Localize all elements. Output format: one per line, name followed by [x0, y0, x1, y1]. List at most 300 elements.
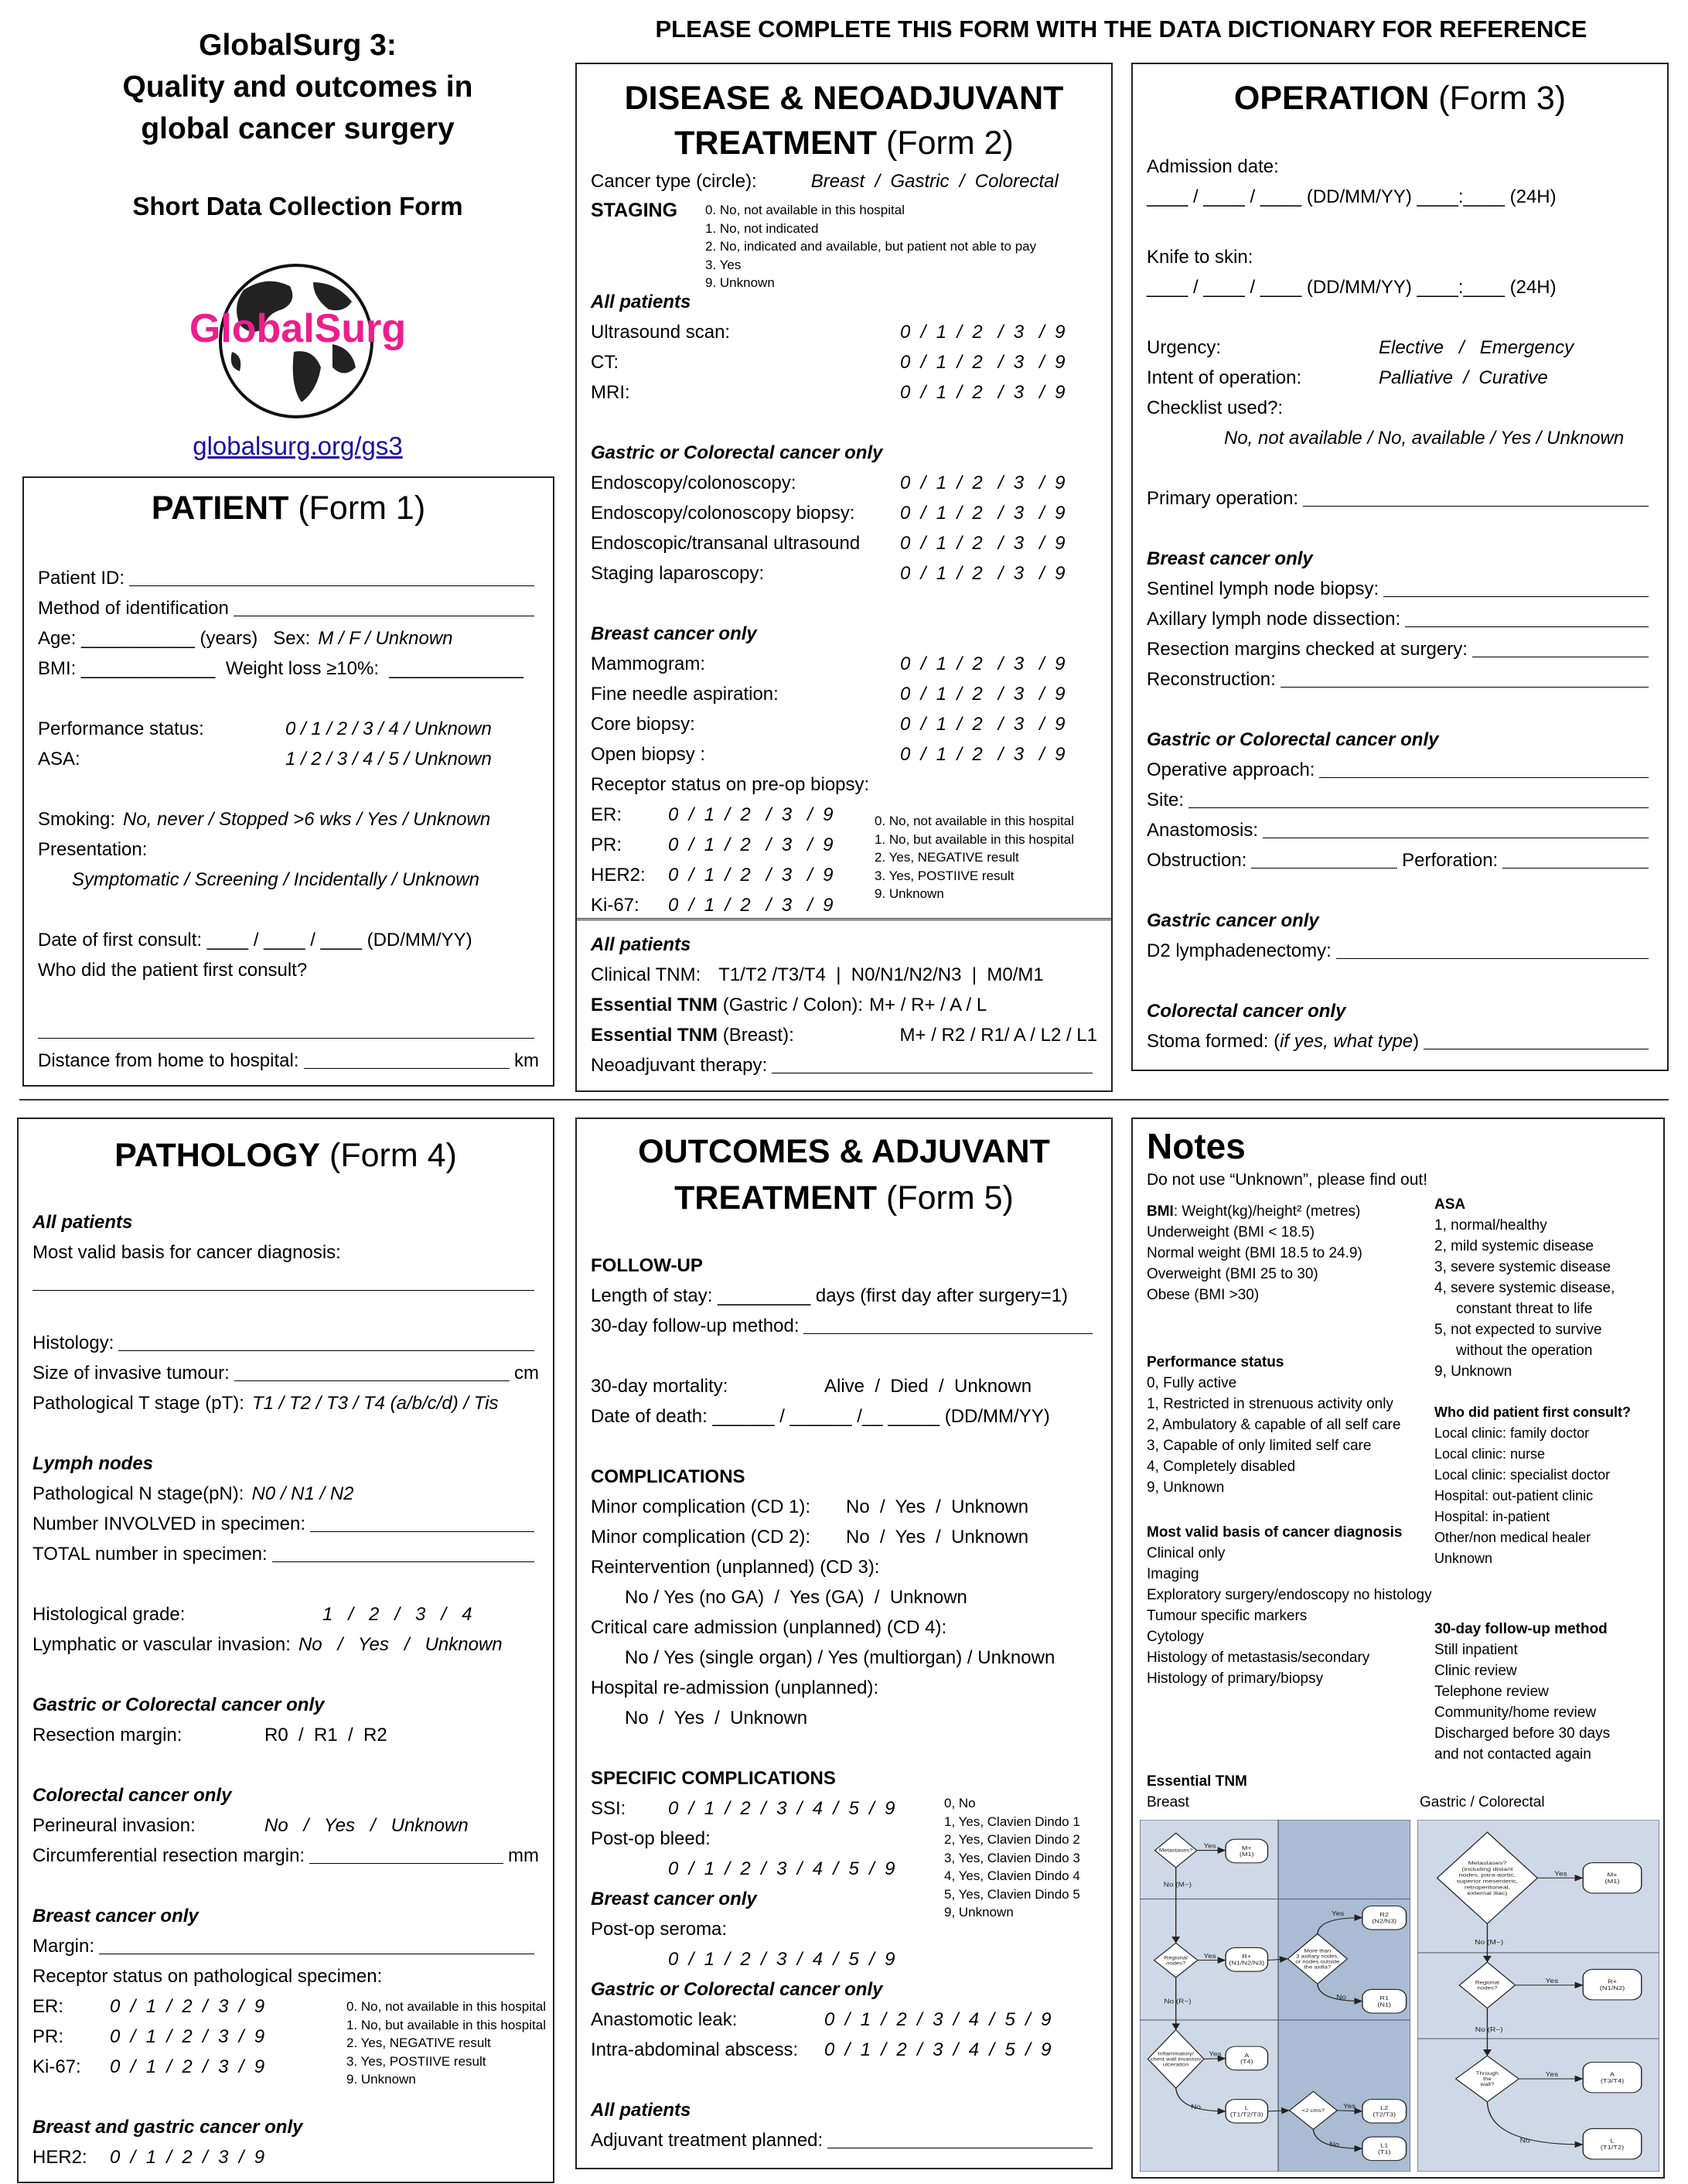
legend-item: 1. No, not indicated [705, 220, 819, 236]
form-line [32, 2142, 539, 2172]
legend-item: 3. Yes, POSTIIVE result [875, 868, 1015, 883]
form-line [591, 619, 1097, 649]
form-line [38, 563, 539, 593]
form-line [38, 1046, 539, 1076]
receptor-status-legend [346, 1998, 546, 2089]
breast-tnm-flowchart [1140, 1820, 1410, 2172]
form-line [38, 985, 539, 1015]
flowchart-text: Metastases? [1158, 1848, 1193, 1854]
legend-item: 0. No, not available in this hospital [705, 203, 905, 217]
form-title [1133, 79, 1667, 118]
flowchart-text: L [1610, 2138, 1615, 2145]
answer-options: 0 / 1 / 2 / 3 / 9 [668, 895, 834, 916]
label: Margin: [32, 1936, 95, 1957]
notes-item: 1, Restricted in strenuous activity only [1147, 1396, 1393, 1412]
form-line [1147, 936, 1653, 966]
answer-options: No, never / Stopped >6 wks / Yes / Unknown [123, 809, 491, 830]
form-line [1147, 694, 1653, 725]
label: Axillary lymph node dissection: [1147, 609, 1401, 630]
label: Reintervention (unplanned) (CD 3): [591, 1557, 880, 1578]
form-line [32, 1569, 539, 1599]
form-lines [38, 563, 539, 1076]
answer-options: M+ / R+ / A / L [869, 995, 987, 1015]
form-line [32, 1901, 539, 1931]
label: Hospital re-admission (unplanned): [591, 1677, 879, 1698]
answer-options: T1 / T2 / T3 / T4 (a/b/c/d) / Tis [251, 1393, 499, 1414]
write-in-field[interactable] [304, 1068, 510, 1069]
form-line [591, 2065, 1097, 2095]
write-in-field[interactable] [234, 1380, 510, 1381]
form-line [591, 2095, 1097, 2125]
form-lines [591, 1251, 1097, 2155]
flowchart-text: nodes, para-aortic, [1458, 1872, 1516, 1879]
subheading: Gastric cancer only [1147, 910, 1319, 931]
form-line [1147, 966, 1653, 996]
tnm-title: Essential TNM [1147, 1773, 1247, 1790]
flowchart-text: (M1) [1604, 1878, 1620, 1885]
label: 30-day mortality: [591, 1376, 728, 1397]
subheading: All patients [591, 2100, 691, 2121]
write-in-field[interactable] [1336, 958, 1649, 959]
form-line [1147, 875, 1653, 906]
notes-item: Other/non medical healer [1434, 1530, 1591, 1545]
answer-options: N0 / N1 / N2 [251, 1483, 354, 1504]
notes-heading: Most valid basis of cancer diagnosis [1147, 1524, 1403, 1541]
notes-item: Underweight (BMI < 18.5) [1147, 1224, 1315, 1240]
label: (Breast): [718, 1025, 794, 1046]
answer-options: 0 / 1 / 2 / 3 / 9 [110, 2147, 265, 2168]
answer-options: 0 / 1 / 2 / 3 / 4 / 5 / 9 [824, 2009, 1052, 2030]
form-line [1147, 182, 1653, 212]
flowchart-edge-label: Yes [1332, 1910, 1345, 1917]
form-title-bold: PATHOLOGY [114, 1137, 321, 1174]
answer-options: 0 / 1 / 2 / 3 / 9 [900, 653, 1066, 674]
form-line [591, 1582, 1097, 1612]
label-bold: Essential TNM [591, 995, 718, 1015]
write-in-field[interactable] [32, 1290, 534, 1291]
answer-options: 0 / 1 / 2 / 3 / 9 [900, 744, 1066, 765]
flowchart-edge-label: No [1336, 1993, 1347, 2001]
write-in-field[interactable] [309, 1863, 503, 1864]
notes-item: Community/home review [1434, 1705, 1597, 1721]
label: PR: [32, 2026, 64, 2047]
form-line [1147, 845, 1653, 875]
flowchart-text: the [1482, 2077, 1492, 2082]
label-italic: if yes, what type [1280, 1031, 1413, 1052]
form-line [591, 377, 1097, 408]
answer-options: Symptomatic / Screening / Incidentally / Unknown [72, 869, 479, 890]
form-line [591, 438, 1097, 468]
write-in-field[interactable] [1405, 626, 1649, 627]
form-line [32, 1539, 539, 1569]
legend-item: 9. Unknown [875, 886, 944, 901]
answer-options: 0 / 1 / 2 / 3 / 9 [900, 684, 1066, 705]
notes-item: 9, Unknown [1434, 1363, 1512, 1380]
notes-heading [1147, 1201, 1362, 1222]
label: Intra-abdominal abscess: [591, 2039, 799, 2060]
notes-heading: Performance status [1147, 1354, 1284, 1370]
notes-item: Overweight (BMI 25 to 30) [1147, 1266, 1318, 1282]
flowchart-text: <2 cms? [1301, 2108, 1325, 2114]
flowchart-text: (N1/N2) [1599, 1984, 1625, 1991]
form-line [591, 2005, 1097, 2035]
answer-options: No / Yes / Unknown [298, 1634, 503, 1655]
flowchart-edge-label: Yes [1203, 1952, 1216, 1960]
form-line [32, 1328, 539, 1358]
notes-item: Local clinic: specialist doctor [1434, 1467, 1611, 1483]
label: Urgency: [1147, 337, 1222, 358]
section-divider [577, 918, 1111, 920]
flowchart-text: wall? [1480, 2082, 1495, 2087]
form-line [32, 1237, 539, 1268]
label: Minor complication (CD 1): [591, 1496, 811, 1517]
section-heading: FOLLOW-UP [591, 1255, 703, 1276]
notes-item: Obese (BMI >30) [1147, 1287, 1260, 1303]
form-line [591, 770, 1097, 800]
label: Date of first consult: ____ / ____ / ____ (DD/MM/YY) [38, 930, 472, 950]
form-line [591, 1733, 1097, 1763]
answer-options: 0 / 1 / 2 / 3 / 9 [900, 382, 1066, 403]
legend-item: 9. Unknown [705, 275, 775, 290]
answer-options: 0 / 1 / 2 / 3 / 9 [110, 1996, 265, 2017]
form-line [591, 1522, 1097, 1552]
label: Date of death: ______ / ______ /__ _____ (DD/MM/YY) [591, 1406, 1050, 1427]
label: ER: [591, 804, 622, 825]
form-subtitle: Short Data Collection Form [132, 192, 463, 220]
label: Pathological N stage(pN): [32, 1483, 244, 1504]
form-line [1147, 906, 1653, 936]
label: Age: ___________ (years) Sex: [38, 628, 311, 649]
form-line [32, 2112, 539, 2142]
notes-item: 3, severe systemic disease [1434, 1259, 1611, 1275]
write-in-field[interactable] [1319, 777, 1649, 778]
label: HER2: [32, 2147, 87, 2168]
form-line [32, 1841, 539, 1871]
flowchart-edge-label: No (R−) [1475, 2026, 1503, 2033]
form-line [38, 865, 539, 895]
form-line [1147, 574, 1653, 604]
flowchart-edge-label: Yes [1209, 2050, 1222, 2058]
label: ASA: [38, 749, 80, 770]
study-title-line: GlobalSurg 3: [199, 29, 397, 62]
flowchart-text: (T3/T4) [1600, 2077, 1625, 2084]
label: Minor complication (CD 2): [591, 1527, 811, 1548]
notes-item: Hospital: out-patient clinic [1434, 1488, 1594, 1503]
essential-tnm-heading [1147, 1771, 1247, 1813]
section-heading: SPECIFIC COMPLICATIONS [591, 1768, 836, 1789]
write-in-field[interactable] [310, 1531, 534, 1532]
label: Histology: [32, 1333, 114, 1353]
form-line [38, 804, 539, 834]
legend-item: 3. Yes [705, 257, 742, 272]
subheading: Breast and gastric cancer only [32, 2117, 303, 2138]
subheading: Lymph nodes [32, 1453, 154, 1474]
answer-options: 0 / 1 / 2 / 3 / 4 / 5 / 9 [668, 1798, 895, 1819]
label: Primary operation: [1147, 488, 1299, 509]
label: ____ / ____ / ____ (DD/MM/YY) ____:____ (24H) [1147, 277, 1557, 298]
subheading: All patients [32, 1212, 133, 1233]
answer-options: Alive / Died / Unknown [824, 1376, 1032, 1397]
form-line [32, 1599, 539, 1629]
form-line [591, 1341, 1097, 1371]
study-title-line: Quality and outcomes in [122, 70, 473, 104]
study-title [101, 25, 495, 150]
form-line [1147, 604, 1653, 634]
legend-item: 2. Yes, NEGATIVE result [875, 850, 1019, 865]
answer-options: M / F / Unknown [318, 628, 453, 649]
form-line [591, 739, 1097, 770]
notes-item: Clinical only [1147, 1545, 1226, 1561]
form-line [32, 1961, 539, 1991]
legend-item: 2. Yes, NEGATIVE result [346, 2036, 491, 2050]
notes-heading-rest: : Weight(kg)/height² (metres) [1173, 1203, 1361, 1220]
form-line [591, 1612, 1097, 1643]
write-in-field[interactable] [129, 585, 534, 586]
form-line [591, 649, 1097, 679]
study-link[interactable]: globalsurg.org/gs3 [193, 432, 403, 460]
form-line [1147, 785, 1653, 815]
answer-options: 0 / 1 / 2 / 3 / 9 [668, 834, 834, 855]
form-line [1147, 815, 1653, 845]
flowchart-text: (T1) [1377, 2148, 1391, 2155]
unit-label: mm [508, 1845, 539, 1866]
form-line [591, 1281, 1097, 1311]
form-line [591, 166, 1097, 196]
form-line [1147, 1026, 1653, 1056]
form-line [591, 1401, 1097, 1432]
flowchart-text: (including distant [1461, 1865, 1513, 1872]
form-line [32, 1720, 539, 1750]
form-title-bold: PATIENT [151, 490, 289, 527]
form-line [32, 1629, 539, 1660]
flowchart-text: More than [1304, 1949, 1332, 1954]
asa-notes [1434, 1194, 1615, 1382]
legend-item: 0. No, not available in this hospital [346, 1999, 546, 2014]
form-number: (Form 1) [288, 490, 426, 527]
section-heading: COMPLICATIONS [591, 1466, 745, 1487]
notes-item: Cytology [1147, 1629, 1204, 1645]
flowchart-text: M+ [1241, 1844, 1252, 1851]
form-line [32, 1268, 539, 1298]
label: D2 lymphadenectomy: [1147, 940, 1332, 961]
label: Obstruction: [1147, 850, 1247, 871]
form-line [591, 930, 1097, 960]
flowchart-text: (M1) [1239, 1851, 1254, 1858]
flowchart-edge-label: Yes [1342, 2102, 1356, 2110]
label: SSI: [591, 1798, 626, 1819]
label: CT: [591, 352, 619, 373]
form-line [591, 196, 1097, 290]
flowchart-text: 3 axillary nodes, [1296, 1954, 1339, 1960]
form-line [32, 1810, 539, 1841]
label: Post-op bleed: [591, 1828, 711, 1849]
answer-options: Palliative / Curative [1379, 367, 1548, 388]
flowchart-text: Regional [1475, 1981, 1499, 1986]
form-line [1147, 483, 1653, 514]
label: PR: [591, 834, 622, 855]
flowchart-edge-label: Yes [1545, 1978, 1559, 1984]
form-line [591, 1462, 1097, 1492]
answer-options: 1 / 2 / 3 / 4 [322, 1604, 472, 1625]
flowchart-text: chest wall invasion/ [1150, 2057, 1202, 2063]
notes-heading: Who did patient first consult? [1434, 1404, 1631, 1420]
answer-options: No / Yes / Unknown [846, 1496, 1029, 1517]
subheading: Colorectal cancer only [1147, 1001, 1346, 1022]
form-line [591, 589, 1097, 619]
form-line [1147, 302, 1653, 333]
legend-item: 4, Yes, Clavien Dindo 4 [944, 1868, 1080, 1883]
flowchart-text: ulceration [1163, 2063, 1189, 2068]
form-line [38, 955, 539, 985]
write-in-field[interactable] [1303, 506, 1649, 507]
flowchart-edge-label: No (M−) [1475, 1939, 1504, 1946]
form-line [32, 1509, 539, 1539]
form-line [38, 1015, 539, 1046]
outcomes-adjuvant-form [575, 1118, 1113, 2169]
notes-heading: ASA [1434, 1196, 1466, 1213]
label: Mammogram: [591, 653, 706, 674]
form-line [32, 1931, 539, 1961]
label: Post-op seroma: [591, 1919, 728, 1940]
pathology-form [17, 1118, 554, 2183]
write-in-field[interactable] [38, 1038, 534, 1039]
write-in-field[interactable] [1383, 596, 1649, 597]
answer-options: 0 / 1 / 2 / 3 / 9 [110, 2056, 265, 2077]
form-title [577, 1128, 1111, 1221]
legend-item: 9. Unknown [346, 2072, 416, 2087]
label: Resection margin: [32, 1725, 182, 1745]
write-in-field[interactable] [803, 1333, 1093, 1334]
notes-item: Telephone review [1434, 1684, 1549, 1700]
subheading: Breast cancer only [591, 623, 757, 644]
notes-item: Tumour specific markers [1147, 1608, 1308, 1624]
write-in-field[interactable] [1280, 687, 1649, 688]
answer-options: No / Yes / Unknown [625, 1708, 808, 1728]
label: Staging laparoscopy: [591, 563, 765, 584]
flowchart-text: R+ [1242, 1953, 1252, 1960]
label: TOTAL number in specimen: [32, 1544, 268, 1565]
form-line [591, 2035, 1097, 2065]
form-number: (Form 4) [320, 1137, 457, 1174]
form-line [1147, 423, 1653, 453]
form-line [1147, 152, 1653, 182]
label: Resection margins checked at surgery: [1147, 639, 1468, 660]
form-line [591, 679, 1097, 709]
form-line [591, 1974, 1097, 2005]
label: Intent of operation: [1147, 367, 1302, 388]
flowchart-panel [1140, 2020, 1278, 2172]
subheading: Breast cancer only [32, 1906, 199, 1926]
form-line [591, 408, 1097, 438]
notes-item: Local clinic: family doctor [1434, 1425, 1590, 1441]
write-in-field[interactable] [272, 1561, 534, 1562]
operation-form [1131, 63, 1669, 1071]
form-line [32, 1298, 539, 1328]
form-line [591, 558, 1097, 589]
label: Receptor status on pre-op biopsy: [591, 774, 870, 795]
flowchart-text: (N1/N2/N3) [1229, 1960, 1265, 1967]
notes-item: 3, Capable of only limited self care [1147, 1438, 1372, 1454]
notes-item: 4, Completely disabled [1147, 1459, 1296, 1475]
notes-item: Histology of primary/biopsy [1147, 1670, 1324, 1687]
notes-item: Unknown [1434, 1551, 1493, 1566]
form-line [32, 1388, 539, 1418]
form-line [1147, 725, 1653, 755]
subheading: Gastric or Colorectal cancer only [591, 442, 883, 463]
subheading: Gastric or Colorectal cancer only [32, 1694, 325, 1715]
form-line [1147, 363, 1653, 393]
answer-options: No / Yes / Unknown [264, 1815, 469, 1836]
flowchart-text: (T2/T3) [1373, 2111, 1396, 2118]
patient-form [22, 476, 554, 1087]
form-line [32, 1479, 539, 1509]
form-line [1147, 544, 1653, 574]
flowchart-edge-label: Yes [1203, 1842, 1216, 1850]
flowchart-text: Metastases? [1468, 1859, 1507, 1866]
flowchart-text: (T1/T2/T3) [1229, 2111, 1263, 2118]
flowchart-text: the axilla? [1304, 1965, 1332, 1971]
answer-options: 0 / 1 / 2 / 3 / 9 [668, 865, 834, 886]
instructions-banner: PLEASE COMPLETE THIS FORM WITH THE DATA DICTIONARY FOR REFERENCE [655, 15, 1587, 43]
form-line [591, 2125, 1097, 2155]
notes-item: Exploratory surgery/endoscopy no histology [1147, 1587, 1432, 1603]
notes-item: without the operation [1456, 1343, 1593, 1359]
form-line [591, 1311, 1097, 1341]
label: Length of stay: _________ days (first day after surgery=1) [591, 1285, 1069, 1306]
label: Presentation: [38, 839, 148, 860]
form-line [38, 925, 539, 955]
form-line [38, 744, 539, 774]
subheading: Colorectal cancer only [32, 1785, 232, 1806]
legend-item: 3, Yes, Clavien Dindo 3 [944, 1850, 1080, 1865]
staging-legend [705, 201, 1036, 292]
form-line [1147, 453, 1653, 483]
form-line [38, 653, 539, 684]
form-line [591, 1492, 1097, 1522]
form-line [38, 714, 539, 744]
label: Neoadjuvant therapy: [591, 1055, 768, 1076]
legend-item: 9, Unknown [944, 1905, 1014, 1920]
label: Knife to skin: [1147, 247, 1253, 268]
notes-item: Histology of metastasis/secondary [1147, 1650, 1370, 1666]
label: Ki-67: [591, 895, 639, 916]
write-in-field[interactable] [1188, 807, 1649, 808]
label: Reconstruction: [1147, 669, 1276, 690]
notes-item: Imaging [1147, 1566, 1199, 1582]
label: Sentinel lymph node biopsy: [1147, 578, 1379, 599]
form-line [1147, 634, 1653, 664]
unit-label: cm [514, 1363, 539, 1384]
flowchart-edge-label: Yes [1545, 2071, 1559, 2078]
notes-heading: 30-day follow-up method [1434, 1621, 1608, 1637]
label: HER2: [591, 865, 646, 886]
write-in-field[interactable] [118, 1350, 534, 1351]
flowchart-edge-label: No [1329, 2141, 1339, 2148]
form-line [32, 1449, 539, 1479]
form-line [32, 1660, 539, 1690]
form-title-bold: DISEASE & NEOADJUVANT [624, 80, 1064, 117]
form-title-bold: TREATMENT [674, 125, 878, 162]
flowchart-edge-label: No (M−) [1163, 1881, 1192, 1889]
form-line [32, 1358, 539, 1388]
flowchart-text: retroperitoneal, [1464, 1884, 1511, 1891]
label: Cancer type (circle): [591, 171, 757, 192]
answer-options: 0 / 1 / 2 / 3 / 9 [668, 804, 834, 825]
label: Method of identification [38, 598, 229, 619]
answer-options: 0 / 1 / 2 / 3 / 4 / 5 / 9 [668, 1949, 895, 1970]
form-line [38, 593, 539, 623]
flowchart-text: R1 [1379, 1995, 1390, 2001]
